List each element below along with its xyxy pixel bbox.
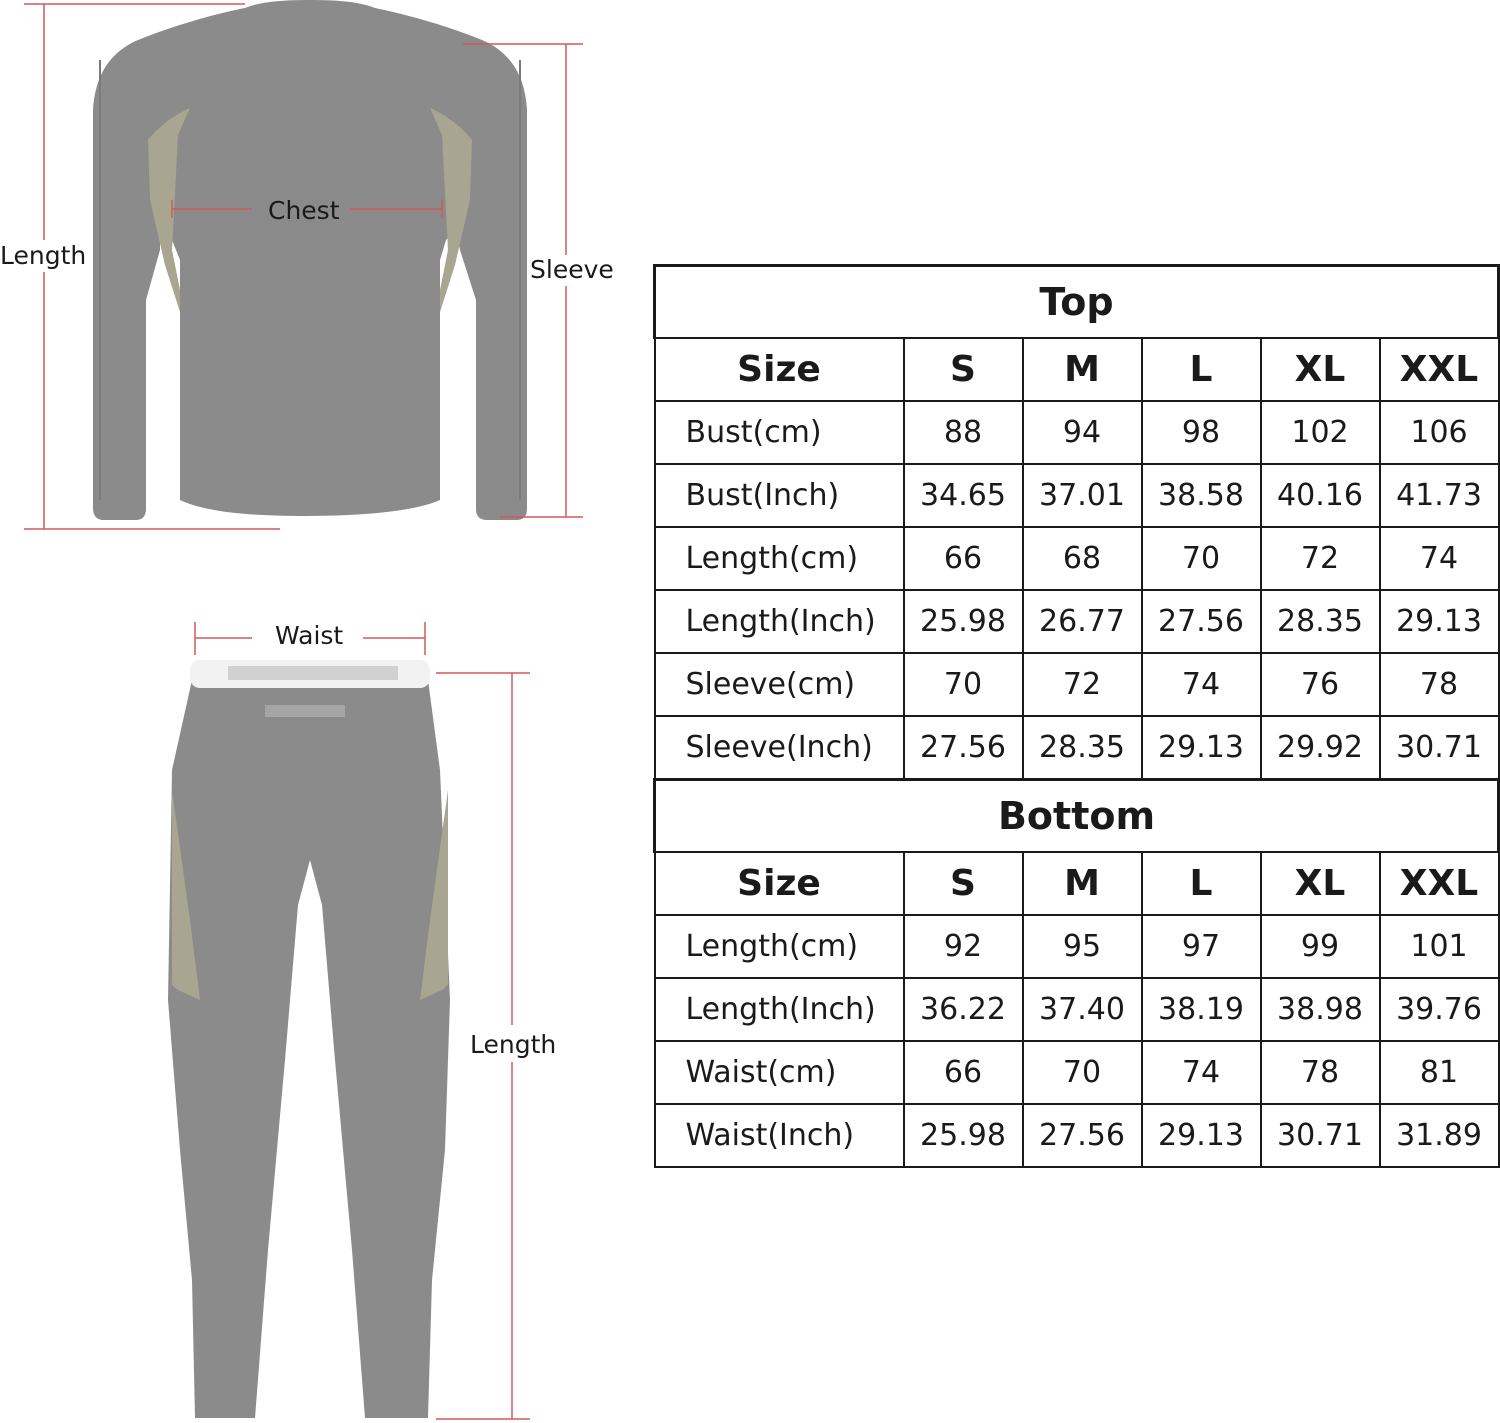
- table-row: [655, 915, 1499, 978]
- table-cell: 41.73: [1380, 464, 1499, 527]
- table-cell: 30.71: [1261, 1104, 1380, 1167]
- table-row: [655, 1041, 1499, 1104]
- pants-length-label: Length: [470, 1030, 557, 1059]
- row-label: Sleeve(Inch): [655, 716, 904, 780]
- header-cell: L: [1142, 852, 1261, 915]
- table-cell: 68: [1023, 527, 1142, 590]
- table-cell: 70: [1023, 1041, 1142, 1104]
- table-cell: 38.19: [1142, 978, 1261, 1041]
- table-cell: 99: [1261, 915, 1380, 978]
- table-cell: 38.98: [1261, 978, 1380, 1041]
- table-cell: 39.76: [1380, 978, 1499, 1041]
- table-row: [655, 716, 1499, 780]
- header-cell: L: [1142, 338, 1261, 401]
- table-cell: 29.13: [1142, 716, 1261, 780]
- table-cell: 37.01: [1023, 464, 1142, 527]
- table-cell: 76: [1261, 653, 1380, 716]
- table-cell: 29.13: [1142, 1104, 1261, 1167]
- table-cell: 66: [904, 527, 1023, 590]
- table-cell: 25.98: [904, 590, 1023, 653]
- table-cell: 92: [904, 915, 1023, 978]
- header-cell: M: [1023, 338, 1142, 401]
- table-cell: 40.16: [1261, 464, 1380, 527]
- table-cell: 95: [1023, 915, 1142, 978]
- row-label: Length(cm): [655, 527, 904, 590]
- header-cell: XL: [1261, 338, 1380, 401]
- table-cell: 78: [1380, 653, 1499, 716]
- table-cell: 97: [1142, 915, 1261, 978]
- row-label: Waist(Inch): [655, 1104, 904, 1167]
- bottom-title-row: [655, 780, 1499, 853]
- table-cell: 29.92: [1261, 716, 1380, 780]
- bottom-header-row: [655, 852, 1499, 915]
- header-cell: Size: [655, 338, 904, 401]
- table-cell: 102: [1261, 401, 1380, 464]
- table-cell: 70: [1142, 527, 1261, 590]
- table-row: [655, 527, 1499, 590]
- shirt-length-label: Length: [0, 241, 87, 270]
- top-section-title: Top: [655, 266, 1499, 339]
- header-cell: XXL: [1380, 852, 1499, 915]
- table-cell: 37.40: [1023, 978, 1142, 1041]
- table-cell: 74: [1142, 1041, 1261, 1104]
- table-cell: 72: [1261, 527, 1380, 590]
- pants-waist-label: Waist: [275, 621, 344, 650]
- header-cell: S: [904, 338, 1023, 401]
- table-cell: 27.56: [1023, 1104, 1142, 1167]
- table-cell: 78: [1261, 1041, 1380, 1104]
- table-cell: 81: [1380, 1041, 1499, 1104]
- table-row: [655, 1104, 1499, 1167]
- table-cell: 29.13: [1380, 590, 1499, 653]
- table-row: [655, 653, 1499, 716]
- table-cell: 74: [1380, 527, 1499, 590]
- table-cell: 31.89: [1380, 1104, 1499, 1167]
- row-label: Waist(cm): [655, 1041, 904, 1104]
- row-label: Length(Inch): [655, 590, 904, 653]
- table-cell: 74: [1142, 653, 1261, 716]
- table-cell: 30.71: [1380, 716, 1499, 780]
- table-cell: 72: [1023, 653, 1142, 716]
- table-row: [655, 401, 1499, 464]
- header-cell: Size: [655, 852, 904, 915]
- table-cell: 34.65: [904, 464, 1023, 527]
- header-cell: XL: [1261, 852, 1380, 915]
- bottom-section-title: Bottom: [655, 780, 1499, 853]
- table-cell: 27.56: [904, 716, 1023, 780]
- table-cell: 28.35: [1261, 590, 1380, 653]
- table-cell: 106: [1380, 401, 1499, 464]
- row-label: Length(cm): [655, 915, 904, 978]
- size-chart-table: [653, 264, 1500, 1168]
- row-label: Length(Inch): [655, 978, 904, 1041]
- shirt-sleeve-label: Sleeve: [530, 255, 614, 284]
- top-header-row: [655, 338, 1499, 401]
- table-cell: 101: [1380, 915, 1499, 978]
- table-cell: 70: [904, 653, 1023, 716]
- table-cell: 38.58: [1142, 464, 1261, 527]
- table-cell: 66: [904, 1041, 1023, 1104]
- table-cell: 36.22: [904, 978, 1023, 1041]
- top-title-row: [655, 266, 1499, 339]
- row-label: Bust(Inch): [655, 464, 904, 527]
- table-row: [655, 978, 1499, 1041]
- shirt-chest-label: Chest: [262, 198, 346, 223]
- row-label: Sleeve(cm): [655, 653, 904, 716]
- header-cell: M: [1023, 852, 1142, 915]
- top-section: [655, 266, 1499, 780]
- table-row: [655, 464, 1499, 527]
- table-cell: 26.77: [1023, 590, 1142, 653]
- table-cell: 28.35: [1023, 716, 1142, 780]
- row-label: Bust(cm): [655, 401, 904, 464]
- shirt-illustration: [93, 0, 527, 520]
- bottom-section: [655, 780, 1499, 1168]
- header-cell: XXL: [1380, 338, 1499, 401]
- table-cell: 94: [1023, 401, 1142, 464]
- table-cell: 98: [1142, 401, 1261, 464]
- table-cell: 25.98: [904, 1104, 1023, 1167]
- table-row: [655, 590, 1499, 653]
- pants-illustration: [168, 660, 450, 1418]
- table-cell: 88: [904, 401, 1023, 464]
- header-cell: S: [904, 852, 1023, 915]
- table-cell: 27.56: [1142, 590, 1261, 653]
